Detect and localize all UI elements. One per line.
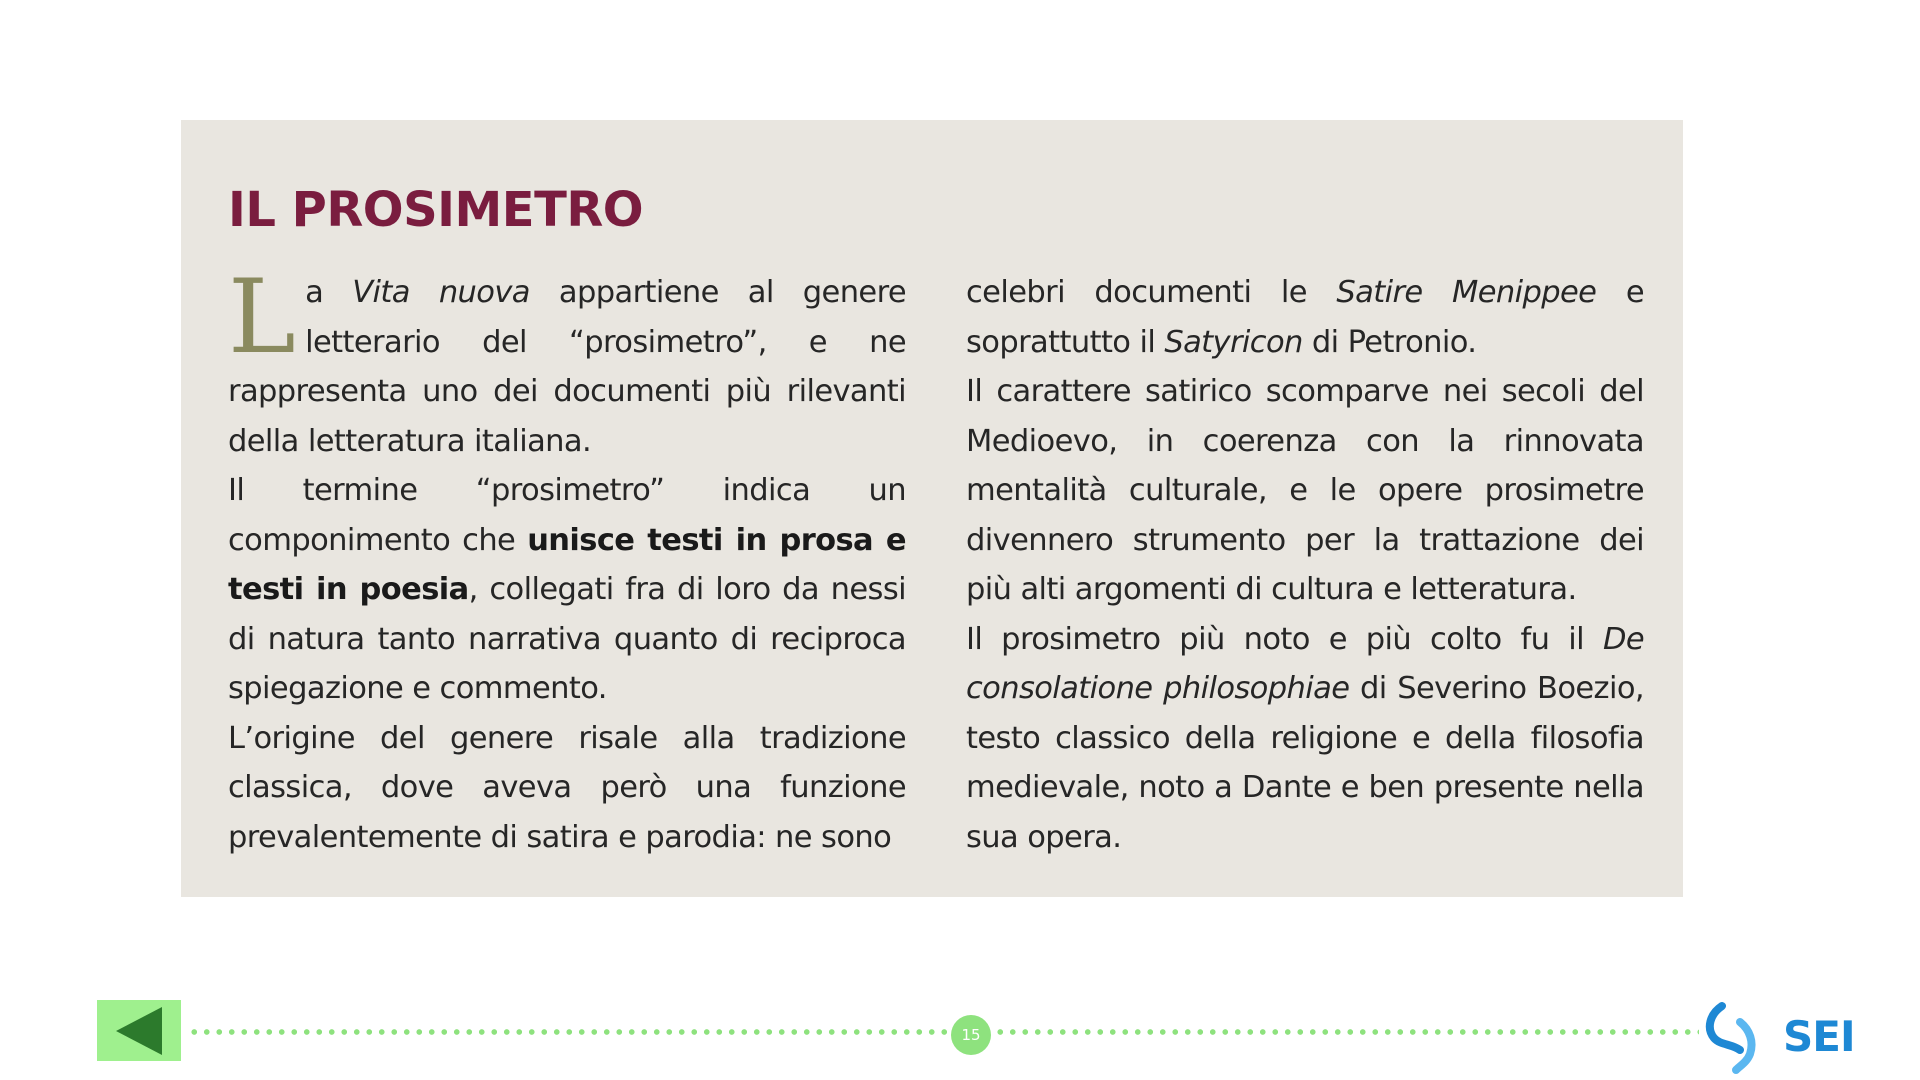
text-segment: di Petronio. (1302, 324, 1477, 360)
italic-title: Satyricon (1164, 324, 1303, 360)
paragraph-3: L’origine del genere risale alla tradizione classica, dove aveva però una funzione prevalentemente di satira e parodia: ne sono (228, 720, 906, 855)
paragraph-2 (228, 466, 906, 714)
text-segment: , collegati fra di loro da nessi di natura tanto narrativa quanto di reciproca spiegazione e commento. (228, 572, 906, 706)
logo-text: SEI (1783, 1012, 1855, 1061)
dotted-divider-right (994, 1028, 1699, 1036)
drop-cap: L (228, 258, 296, 377)
sei-swirl-icon (1700, 1002, 1780, 1074)
italic-title: Satire Menippee (1336, 275, 1597, 310)
paragraph-1 (228, 258, 907, 466)
text-segment: Il termine “prosimetro” indica un componimento che (228, 473, 906, 558)
dotted-divider-left (188, 1028, 950, 1036)
text-segment: e soprattutto il (966, 275, 1644, 360)
text-segment: celebri documenti le (966, 275, 1337, 310)
italic-title: Vita nuova (352, 275, 530, 310)
sei-logo (1700, 1002, 1860, 1074)
text-segment: appartiene al genere letterario del “prosimetro”, e ne rappresenta uno dei documenti più rilevanti della letteratura italiana. (228, 275, 907, 459)
text-segment: di Severino Boezio, testo classico della religione e della filosofia medievale, noto a Dante e ben presente nella sua opera. (966, 671, 1644, 855)
paragraph-4 (966, 268, 1644, 367)
paragraph-6 (966, 615, 1644, 863)
left-column (228, 258, 907, 862)
right-column (966, 268, 1644, 862)
page-title: IL PROSIMETRO (228, 182, 644, 238)
text-segment: a (305, 275, 353, 310)
paragraph-5: Il carattere satirico scomparve nei secoli del Medioevo, in coerenza con la rinnovata mentalità culturale, e le opere prosimetre divennero strumento per la trattazione dei più alti argomenti di cultura e letteratura. (966, 374, 1644, 607)
italic-title: De consolatione philosophiae (966, 621, 1644, 706)
left-triangle-arrow-icon (116, 1007, 162, 1055)
back-button[interactable] (97, 1000, 181, 1061)
content-card (181, 120, 1683, 897)
bold-phrase: unisce testi in prosa e testi in poesia (228, 522, 906, 607)
text-segment: Il prosimetro più noto e più colto fu il (966, 621, 1603, 657)
page-number-badge: 15 (951, 1015, 991, 1055)
